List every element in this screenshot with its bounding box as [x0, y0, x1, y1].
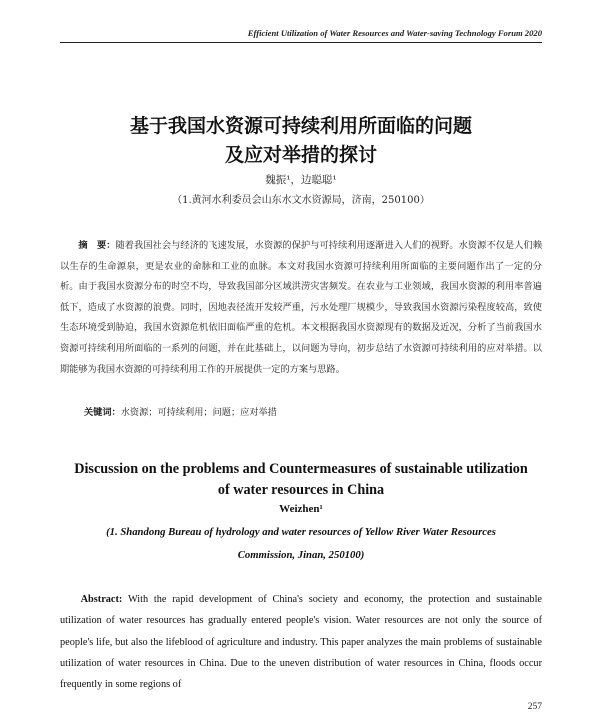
- english-title: [60, 459, 542, 501]
- chinese-abstract-label: 摘 要：: [78, 240, 116, 251]
- chinese-abstract-text: 随着我国社会与经济的飞速发展，水资源的保护与可持续利用逐渐进入人们的视野。水资源不仅是人们赖以生存的生命源泉，更是农业的命脉和工业的血脉。本文对我国水资源可持续利用所面临的主要问题作出了一定的分析。由于我国水资源分布的时空不均，导致我国部分区域洪涝灾害频发。在农业与工业领域，我国水资源的利用率普遍低下，造成了水资源的浪费。同时，因地表径流开发较严重，污水处理厂规模少，导致我国水资源污染程度较高，致使生态环境受到胁迫，我国水资源危机依旧面临严重的危机。本文根据我国水资源现有的数据及近况，分析了当前我国水资源可持续利用所面临的一系列的问题，并在此基础上，以问题为导向，初步总结了水资源可持续利用的应对举措。以期能够为我国水资源的可持续利用工作的开展提供一定的方案与思路。: [60, 240, 543, 375]
- chinese-abstract: [60, 236, 542, 380]
- english-affiliation-line-2: Commission, Jinan, 250100): [237, 549, 365, 561]
- english-title-line-1: Discussion on the problems and Countermeasures of sustainable utilization: [74, 461, 528, 477]
- chinese-title-line-2: 及应对举措的探讨: [224, 144, 377, 166]
- chinese-keywords-label: 关键词：: [84, 407, 121, 418]
- chinese-title: [60, 112, 542, 170]
- english-abstract-label: Abstract:: [80, 594, 123, 605]
- chinese-authors: 魏振¹，边聪聪¹: [265, 174, 337, 186]
- page-number: 257: [527, 702, 542, 712]
- header-rule: [60, 42, 542, 43]
- english-affiliation: [70, 521, 532, 567]
- chinese-keywords-text: 水资源；可持续利用；问题；应对举措: [120, 407, 277, 418]
- english-abstract-text: With the rapid development of China's society and economy, the protection and sustainable utilization of water resources has gradually entered people's vision. Water resources are not only the source of people's life, but also the lifeblood of agriculture and industry. This paper analyzes the main problems of sustainable utilization of water resources in China. Due to the uneven distribution of water resources in China, floods occur frequently in some regions of: [60, 594, 542, 691]
- english-author: Weizhen¹: [279, 503, 323, 515]
- english-title-line-2: of water resources in China: [217, 482, 385, 498]
- english-abstract: [60, 589, 542, 695]
- running-header: Efficient Utilization of Water Resources and Water-saving Technology Forum 2020: [247, 28, 542, 38]
- chinese-affiliation: （1.黄河水利委员会山东水文水资源局，济南，250100）: [172, 195, 430, 206]
- chinese-keywords: [84, 404, 542, 418]
- chinese-title-line-1: 基于我国水资源可持续利用所面临的问题: [129, 115, 472, 137]
- english-affiliation-line-1: (1. Shandong Bureau of hydrology and water resources of Yellow River Water Resources: [106, 526, 496, 538]
